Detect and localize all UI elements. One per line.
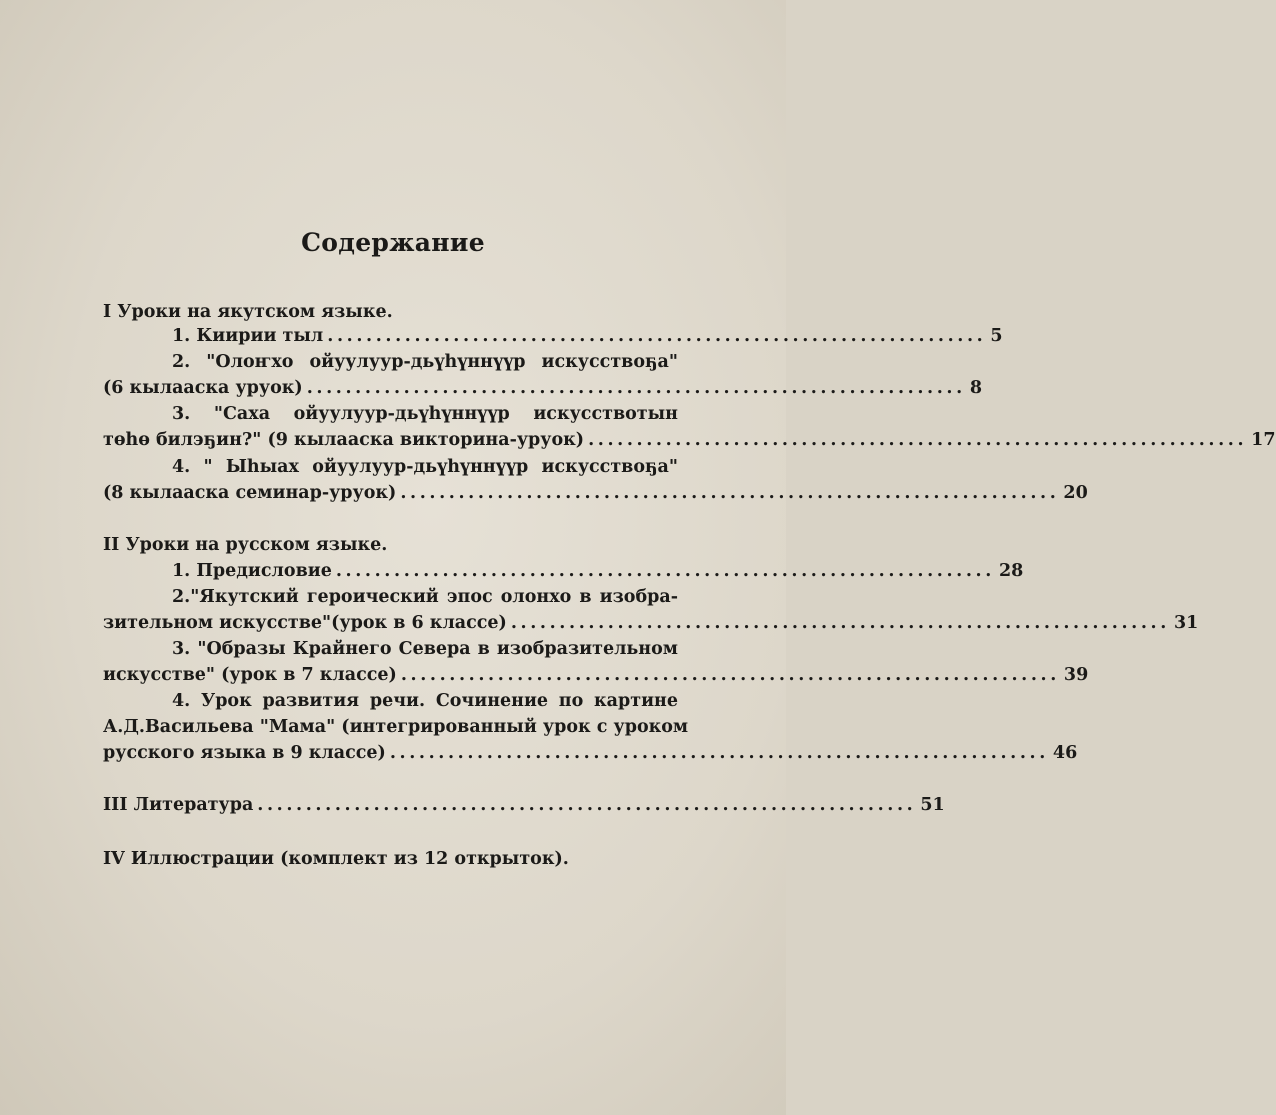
line-text: 4. Урок развития речи. Сочинение по картине	[172, 691, 678, 711]
toc-entry[interactable]	[103, 477, 1088, 509]
line-text: А.Д.Васильева "Мама" (интегрированный урок с уроком	[103, 717, 689, 737]
line-text: 3. "Саха ойуулуур-дьүһүннүүр искусствотын	[172, 404, 678, 424]
line-text: 1. Киирии тыл	[172, 326, 324, 346]
dot-leader: ....................................................................	[510, 613, 1170, 633]
line-text: искусстве" (урок в 7 классе)	[103, 665, 397, 685]
section-heading-4	[103, 843, 678, 875]
toc-entry[interactable]	[103, 737, 1078, 769]
line-text: 3. "Образы Крайнего Севера в изобразительном	[172, 639, 678, 659]
line-text: зительном искусстве"(урок в 6 классе)	[103, 613, 507, 633]
page-number: 31	[1173, 613, 1199, 633]
page-number: 51	[920, 795, 945, 815]
line-text: IV Иллюстрации (комплект из 12 открыток).	[103, 849, 569, 869]
dot-leader: ....................................................................	[588, 430, 1248, 450]
page-number: 39	[1063, 665, 1089, 685]
dot-leader: ....................................................................	[257, 795, 917, 815]
line-text: 2."Якутский героический эпос олонхо в изобра-	[172, 587, 678, 607]
dot-leader: ....................................................................	[306, 378, 966, 398]
line-text: 2. "Олоҥхо ойуулуур-дьүһүннүүр искусствоҕа"	[172, 352, 678, 372]
line-text: 4. " Ыһыах ойуулуур-дьүһүннүүр искусствоҕа"	[172, 457, 678, 477]
dot-leader: ....................................................................	[335, 561, 995, 581]
line-text: (8 кылааска семинар-уруок)	[103, 483, 397, 503]
page-title: Содержание	[301, 228, 485, 257]
line-text: I Уроки на якутском языке.	[103, 302, 393, 322]
page-number: 28	[998, 561, 1024, 581]
page-number: 20	[1063, 483, 1088, 503]
dot-leader: ....................................................................	[327, 326, 987, 346]
page-number: 17	[1251, 430, 1276, 450]
line-text: төһө билэҕин?" (9 кылааска викторина-уруок)	[103, 430, 585, 450]
dot-leader: ....................................................................	[400, 665, 1060, 685]
line-text: русского языка в 9 классе)	[103, 743, 386, 763]
line-text: (6 кылааска уруок)	[103, 378, 303, 398]
line-text: II Уроки на русском языке.	[103, 535, 388, 555]
page-number: 5	[990, 326, 1003, 346]
dot-leader: ....................................................................	[389, 743, 1049, 763]
page-number: 8	[969, 378, 982, 398]
dot-leader: ....................................................................	[400, 483, 1060, 503]
line-text: 1. Предисловие	[172, 561, 332, 581]
line-text: III Литература	[103, 795, 254, 815]
toc-entry[interactable]	[103, 789, 945, 821]
page-number: 46	[1052, 743, 1078, 763]
